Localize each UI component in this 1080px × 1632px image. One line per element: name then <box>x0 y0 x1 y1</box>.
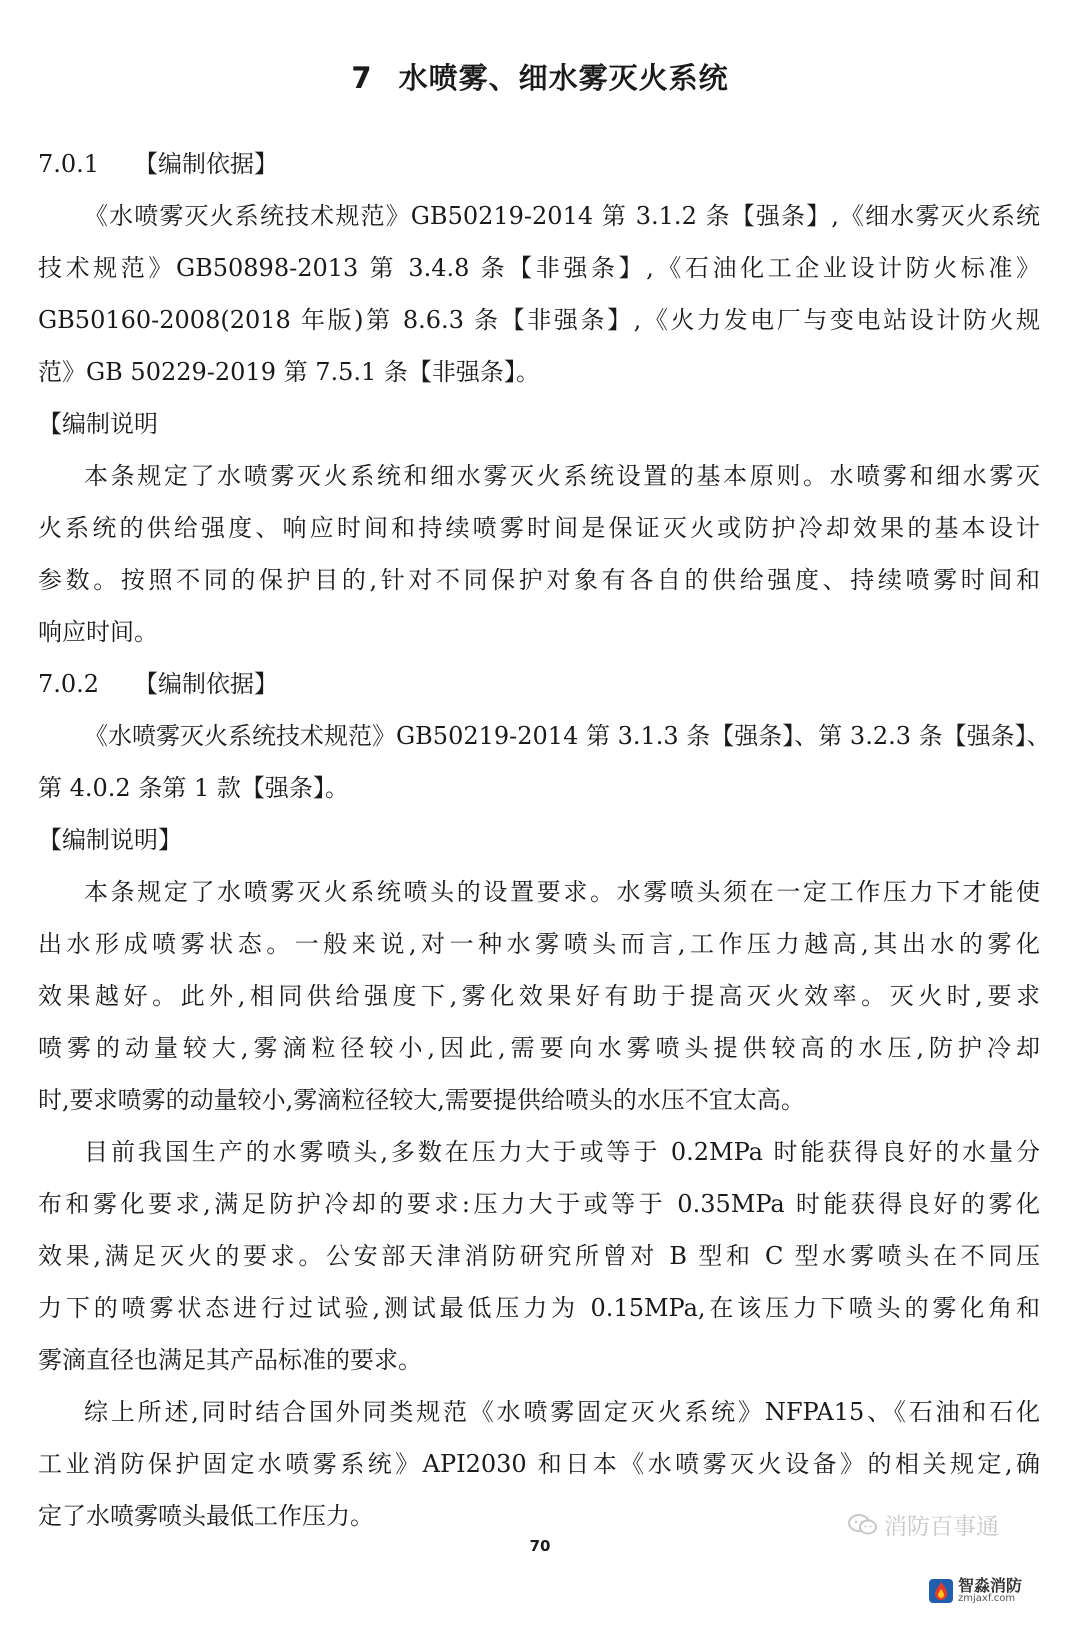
watermark-text: 消防百事通 <box>884 1514 999 1540</box>
section-number: 7.0.2 <box>38 670 100 698</box>
section-heading-label: 【编制依据】 <box>134 670 278 698</box>
logo-name: 智淼消防 <box>958 1576 1023 1595</box>
section-heading-label: 【编制依据】 <box>134 150 278 178</box>
paragraph-line: 本条规定了水喷雾灭火系统喷头的设置要求。水雾喷头须在一定工作压力下才能使 <box>84 878 1040 906</box>
section-heading <box>38 658 1040 710</box>
paragraph-line: 本条规定了水喷雾灭火系统和细水雾灭火系统设置的基本原则。水喷雾和细水雾灭 <box>84 462 1040 490</box>
paragraph-line: 目前我国生产的水雾喷头,多数在压力大于或等于 0.2MPa 时能获得良好的水量分 <box>84 1138 1040 1166</box>
paragraph-line: 雾滴直径也满足其产品标准的要求。 <box>38 1346 422 1374</box>
site-logo <box>928 1578 1022 1604</box>
basis-line: GB50160-2008(2018 年版)第 8.6.3 条【非强条】,《火力发电厂与变电站设计防火规 <box>38 306 1040 334</box>
paragraph-line: 参数。按照不同的保护目的,针对不同保护对象有各自的供给强度、持续喷雾时间和 <box>38 566 1040 594</box>
paragraph-line: 效果,满足灭火的要求。公安部天津消防研究所曾对 B 型和 C 型水雾喷头在不同压 <box>38 1242 1040 1270</box>
wechat-icon <box>848 1514 878 1536</box>
flame-logo-icon <box>928 1578 954 1604</box>
basis-line: 范》GB 50229-2019 第 7.5.1 条【非强条】。 <box>38 358 540 386</box>
basis-line: 技术规范》GB50898-2013 第 3.4.8 条【非强条】,《石油化工企业设计防火标准》 <box>38 254 1040 282</box>
page-number: 70 <box>529 1537 551 1555</box>
document-body <box>38 138 1051 1542</box>
paragraph-line: 响应时间。 <box>38 618 158 646</box>
chapter-number: 7 <box>351 61 373 95</box>
watermark <box>848 1508 999 1541</box>
paragraph-line: 综上所述,同时结合国外同类规范《水喷雾固定灭火系统》NFPA15、《石油和石化 <box>84 1398 1040 1426</box>
section-number: 7.0.1 <box>38 150 100 178</box>
chapter-title <box>0 56 1080 97</box>
basis-line: 《水喷雾灭火系统技术规范》GB50219-2014 第 3.1.3 条【强条】、第 3.2.3 条【强条】、 <box>84 722 1051 750</box>
basis-line: 《水喷雾灭火系统技术规范》GB50219-2014 第 3.1.2 条【强条】,《细水雾灭火系统 <box>84 202 1040 230</box>
explanation-heading: 【编制说明 <box>38 410 158 438</box>
paragraph-line: 布和雾化要求,满足防护冷却的要求:压力大于或等于 0.35MPa 时能获得良好的雾化 <box>38 1190 1040 1218</box>
logo-url: zmjaxf.com <box>958 1593 1016 1604</box>
paragraph-line: 工业消防保护固定水喷雾系统》API2030 和日本《水喷雾灭火设备》的相关规定,确 <box>38 1450 1040 1478</box>
paragraph-line: 时,要求喷雾的动量较小,雾滴粒径较大,需要提供给喷头的水压不宜太高。 <box>38 1086 805 1114</box>
basis-line: 第 4.0.2 条第 1 款【强条】。 <box>38 774 349 802</box>
paragraph-line: 喷雾的动量较大,雾滴粒径较小,因此,需要向水雾喷头提供较高的水压,防护冷却 <box>38 1034 1040 1062</box>
explanation-heading: 【编制说明】 <box>38 826 182 854</box>
paragraph-line: 火系统的供给强度、响应时间和持续喷雾时间是保证灭火或防护冷却效果的基本设计 <box>38 514 1040 542</box>
chapter-title-text: 水喷雾、细水雾灭火系统 <box>398 61 729 95</box>
paragraph-line: 定了水喷雾喷头最低工作压力。 <box>38 1502 374 1530</box>
paragraph-line: 力下的喷雾状态进行过试验,测试最低压力为 0.15MPa,在该压力下喷头的雾化角和 <box>38 1294 1040 1322</box>
paragraph-line: 效果越好。此外,相同供给强度下,雾化效果好有助于提高灭火效率。灭火时,要求 <box>38 982 1040 1010</box>
paragraph-line: 出水形成喷雾状态。一般来说,对一种水雾喷头而言,工作压力越高,其出水的雾化 <box>38 930 1040 958</box>
section-heading <box>38 138 1040 190</box>
